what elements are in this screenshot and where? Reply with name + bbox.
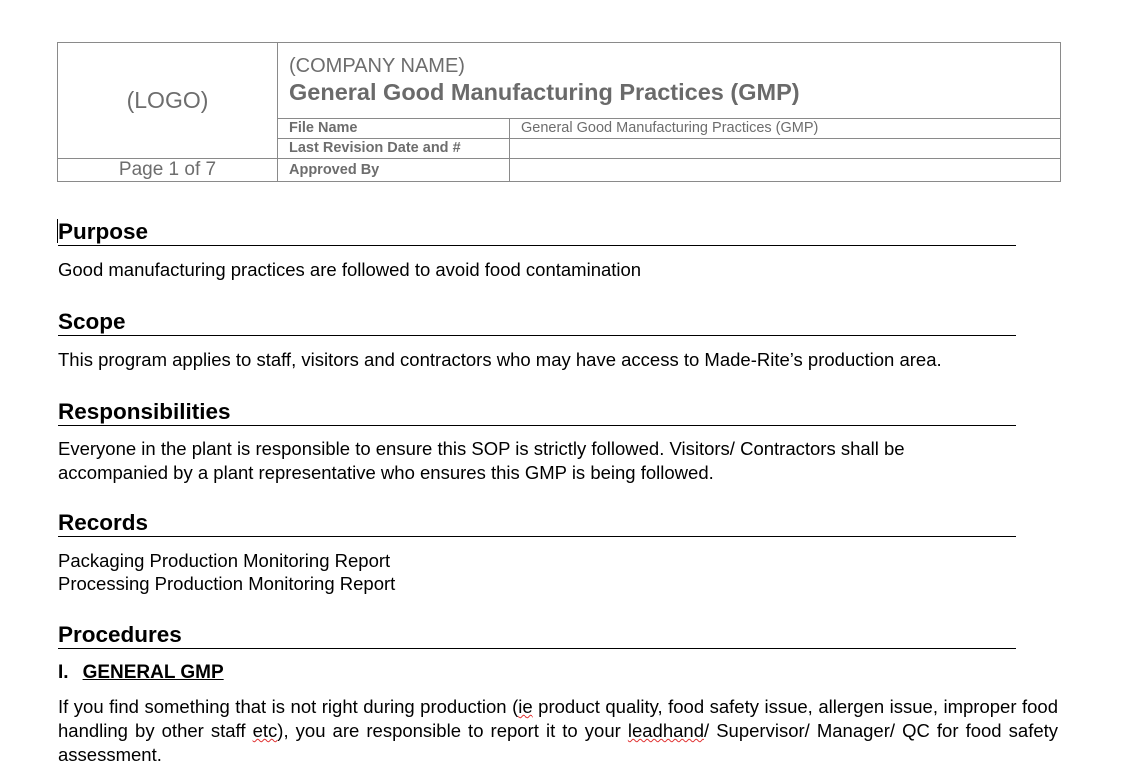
page-number: Page 1 of 7 (58, 158, 278, 181)
file-name-value: General Good Manufacturing Practices (GMP) (510, 118, 1061, 138)
procedures-heading: Procedures (58, 622, 1016, 649)
spellcheck-word: ie (518, 696, 533, 717)
general-gmp-subheading (58, 661, 224, 685)
responsibilities-text: Everyone in the plant is responsible to ensure this SOP is strictly followed. Visitors/ Contractors shall be accompanied by a plant representative who ensures this GMP is being followed. (58, 438, 905, 483)
records-heading: Records (58, 510, 1016, 537)
purpose-heading: Purpose (58, 219, 1016, 246)
company-title-cell (278, 43, 1061, 119)
spellcheck-word: leadhand (627, 720, 704, 741)
file-name-label: File Name (278, 118, 510, 138)
document-title: General Good Manufacturing Practices (GMP) (289, 79, 800, 105)
company-name: (COMPANY NAME) (289, 55, 465, 77)
revision-label: Last Revision Date and # (278, 138, 510, 158)
spellcheck-word: etc (252, 720, 278, 741)
scope-text: This program applies to staff, visitors and contractors who may have access to Made-Rite’s production area. (58, 349, 942, 370)
logo-placeholder: (LOGO) (58, 43, 278, 159)
procedures-text (58, 695, 1058, 767)
document-header-table (57, 42, 1061, 182)
approved-by-value (510, 158, 1061, 181)
procedures-text-part: / Supervisor/ Manager/ QC for food safety assessment. (58, 720, 1059, 765)
records-line-2: Processing Production Monitoring Report (58, 573, 396, 594)
scope-heading: Scope (58, 309, 1016, 336)
revision-value (510, 138, 1061, 158)
procedures-text-part: product quality, food safety issue, allergen issue, improper food handling by other staff (58, 696, 1058, 741)
responsibilities-heading: Responsibilities (58, 399, 1016, 426)
records-line-1: Packaging Production Monitoring Report (58, 550, 391, 571)
subheading-title: GENERAL GMP (82, 662, 224, 683)
purpose-text: Good manufacturing practices are followed to avoid food contamination (58, 259, 642, 280)
procedures-text-part: ), you are responsible to report it to your (277, 720, 628, 741)
approved-by-label: Approved By (278, 158, 510, 181)
procedures-text-part: If you find something that is not right during production ( (58, 696, 519, 717)
subheading-number: I. (58, 662, 69, 683)
